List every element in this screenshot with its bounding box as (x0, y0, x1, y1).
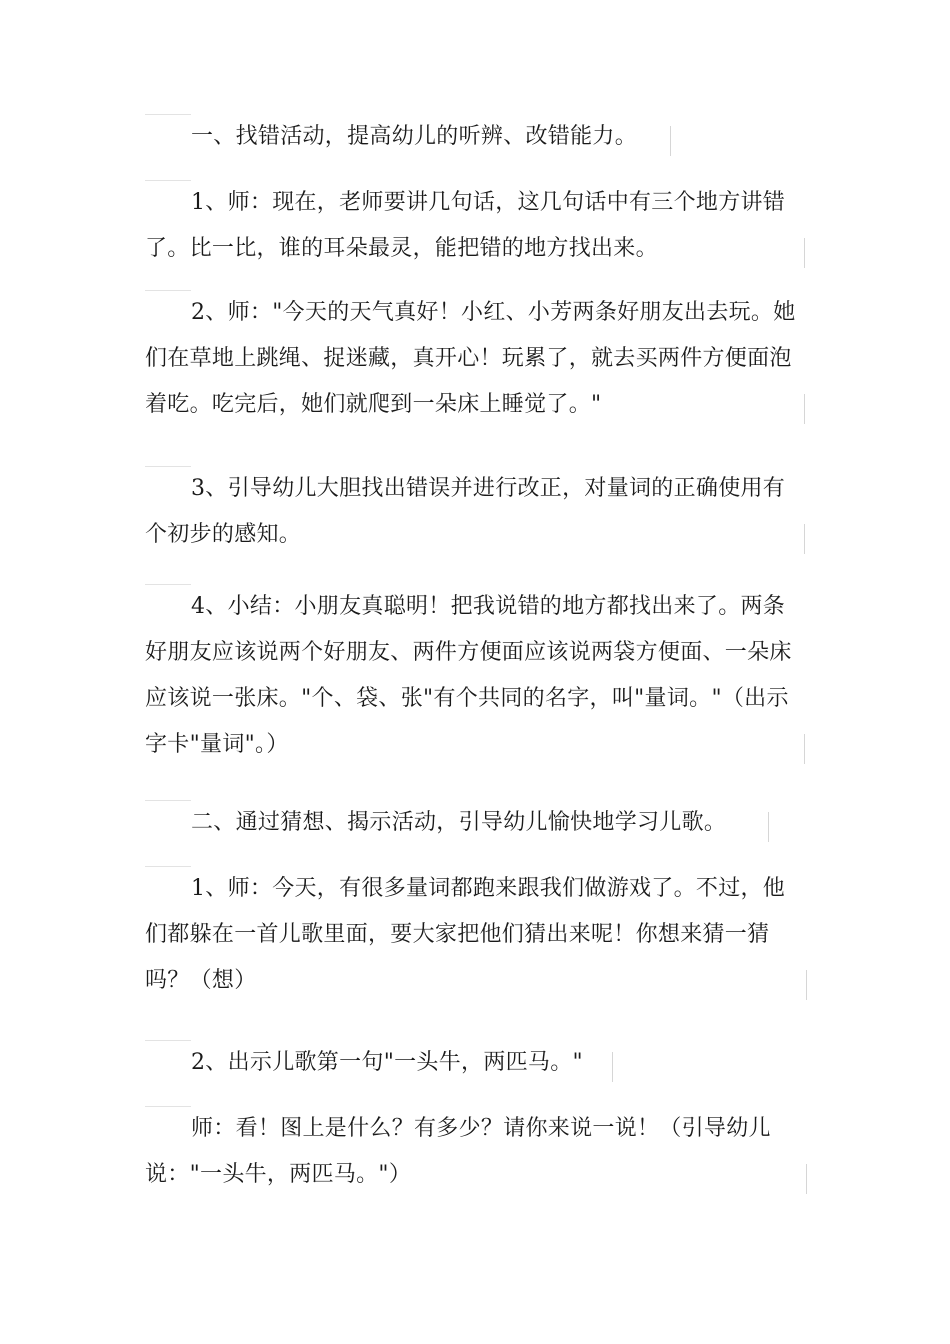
paragraph: 师：看！图上是什么？有多少？请你来说一说！（引导幼儿说："一头牛，两匹马。"） (145, 1106, 807, 1198)
section-heading-1: 一、找错活动，提高幼儿的听辨、改错能力。 (145, 114, 671, 160)
paragraph: 2、出示儿歌第一句"一头牛，两匹马。" (145, 1040, 613, 1086)
paragraph: 2、师："今天的天气真好！小红、小芳两条好朋友出去玩。她们在草地上跳绳、捉迷藏，真开心！玩累了，就去买两件方便面泡着吃。吃完后，她们就爬到一朵床上睡觉了。" (145, 290, 805, 428)
paragraph: 3、引导幼儿大胆找出错误并进行改正，对量词的正确使用有个初步的感知。 (145, 466, 805, 558)
paragraph: 1、师：现在，老师要讲几句话，这几句话中有三个地方讲错了。比一比，谁的耳朵最灵，能把错的地方找出来。 (145, 180, 805, 272)
paragraph: 1、师：今天，有很多量词都跑来跟我们做游戏了。不过，他们都躲在一首儿歌里面，要大家把他们猜出来呢！你想来猜一猜吗？（想） (145, 866, 807, 1004)
paragraph: 4、小结：小朋友真聪明！把我说错的地方都找出来了。两条好朋友应该说两个好朋友、两件方便面应该说两袋方便面、一朵床应该说一张床。"个、袋、张"有个共同的名字，叫"量词。"（出示字卡"量词"。） (145, 584, 805, 768)
section-heading-2: 二、通过猜想、揭示活动，引导幼儿愉快地学习儿歌。 (145, 800, 769, 846)
